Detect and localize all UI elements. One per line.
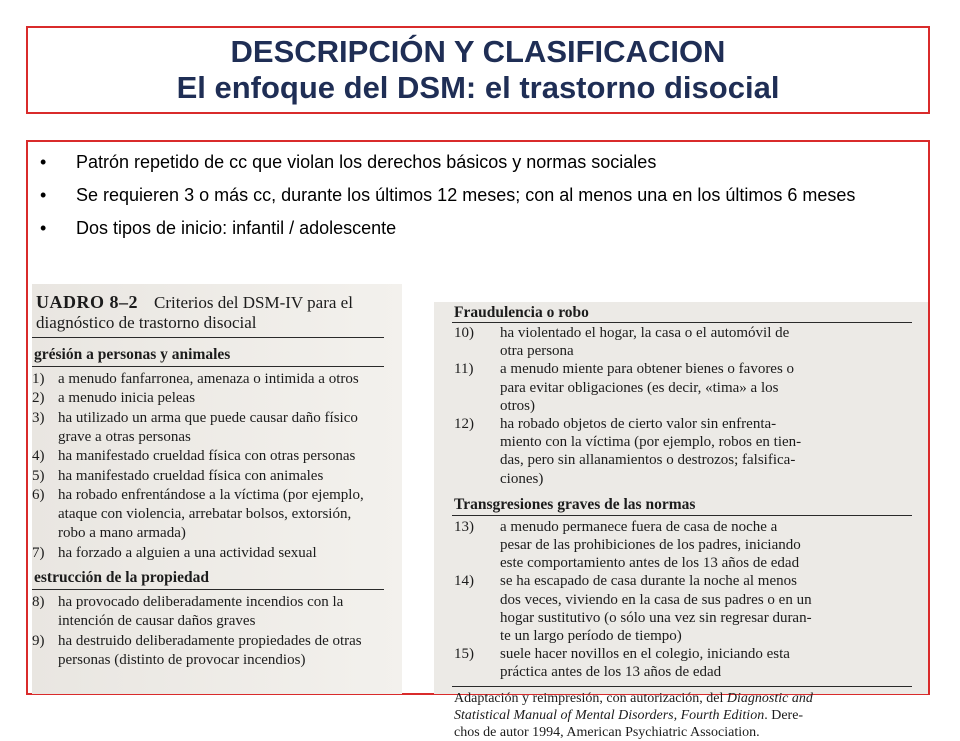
- criterion-text: práctica antes de los 13 años de edad: [500, 664, 722, 681]
- criterion-item: [454, 324, 934, 360]
- criterion-text: ciones): [500, 470, 544, 487]
- criterion-text: pesar de las prohibiciones de los padres, iniciando: [500, 536, 801, 553]
- criterion-text: ha forzado a alguien a una actividad sexual: [58, 544, 317, 561]
- criterion-number: 3): [32, 409, 45, 426]
- criterion-text: hogar sustitutivo (o sólo una vez sin regresar duran-: [500, 609, 812, 626]
- criterion-text: miento con la víctima (por ejemplo, robos en tien-: [500, 434, 802, 451]
- criterion-item: [454, 645, 934, 681]
- criterion-text: ha robado enfrentándose a la víctima (por ejemplo,: [58, 486, 364, 503]
- criterion-text: ha manifestado crueldad física con animales: [58, 467, 324, 484]
- criterion-text: suele hacer novillos en el colegio, iniciando esta: [500, 646, 790, 663]
- divider: [452, 515, 912, 516]
- criterion-number: 6): [32, 486, 45, 503]
- bullet-item: • Dos tipos de inicio: infantil / adolescente: [40, 218, 397, 238]
- title-box: [26, 26, 930, 114]
- source-note-text: Diagnostic and: [726, 690, 813, 706]
- criterion-text: se ha escapado de casa durante la noche al menos: [500, 573, 797, 590]
- title-line-2: El enfoque del DSM: el trastorno disocial: [176, 70, 780, 105]
- criterion-text: ha provocado deliberadamente incendios con la: [58, 594, 344, 610]
- divider: [452, 322, 912, 323]
- criterion-text: personas (distinto de provocar incendios): [58, 651, 306, 668]
- source-note-line: [454, 707, 803, 724]
- criterion-number: 11): [454, 361, 474, 378]
- criterion-text: ha utilizado un arma que puede causar daño físico: [58, 409, 358, 426]
- title-line-1: DESCRIPCIÓN Y CLASIFICACION: [230, 34, 726, 69]
- criterion-text: ha robado objetos de cierto valor sin enfrenta-: [500, 416, 777, 432]
- criterion-text: a menudo fanfarronea, amenaza o intimida a otros: [58, 371, 359, 387]
- divider: [32, 589, 384, 590]
- section-heading-property: estrucción de la propiedad: [34, 569, 209, 586]
- criterion-text: ha manifestado crueldad física con otras personas: [58, 448, 356, 465]
- scanned-criteria-left: [32, 284, 402, 694]
- criterion-text: intención de causar daños graves: [58, 613, 256, 630]
- section-heading-violations: Transgresiones graves de las normas: [454, 495, 696, 513]
- criterion-text: te un largo período de tiempo): [500, 627, 682, 644]
- criterion-number: 12): [454, 416, 474, 432]
- source-note-text: Statistical Manual of Mental Disorders, Fourth Edition: [454, 707, 765, 723]
- criterion-item: [454, 360, 934, 415]
- divider: [32, 337, 384, 338]
- criterion-text: ha violentado el hogar, la casa o el automóvil de: [500, 325, 790, 341]
- bullet-item: • Patrón repetido de cc que violan los derechos básicos y normas sociales: [40, 152, 657, 172]
- cuadro-title-2: diagnóstico de trastorno disocial: [36, 313, 257, 332]
- criterion-number: 14): [454, 573, 474, 590]
- criterion-text: robo a mano armada): [58, 525, 186, 542]
- criterion-item: [454, 415, 934, 488]
- criterion-number: 5): [32, 467, 45, 484]
- source-note-line: [454, 690, 813, 707]
- divider: [452, 686, 912, 687]
- criterion-text: ha destruido deliberadamente propiedades de otras: [58, 632, 362, 649]
- source-note-text: . Dere-: [764, 707, 804, 723]
- criterion-number: 15): [454, 646, 474, 663]
- criterion-text: otros): [500, 397, 535, 414]
- criterion-number: 2): [32, 390, 45, 407]
- section-heading-aggression: grésión a personas y animales: [34, 346, 231, 363]
- criterion-number: 7): [32, 544, 45, 561]
- source-note-line: [454, 724, 760, 741]
- criterion-text: a menudo inicia peleas: [58, 390, 196, 407]
- criterion-item: [454, 518, 934, 573]
- criterion-text: grave a otras personas: [58, 428, 191, 445]
- criterion-number: 10): [454, 325, 474, 341]
- criterion-number: 1): [32, 371, 45, 387]
- criterion-text: otra persona: [500, 343, 574, 360]
- criterion-text: para evitar obligaciones (es decir, «tima» a los: [500, 379, 779, 396]
- bullet-item: • Se requieren 3 o más cc, durante los últimos 12 meses; con al menos una en los últimos 6 meses: [40, 185, 856, 205]
- scanned-criteria-right: [434, 302, 928, 740]
- divider: [32, 366, 384, 367]
- cuadro-title-1: Criterios del DSM-IV para el: [154, 293, 353, 312]
- criterion-number: 9): [32, 632, 45, 649]
- criterion-item: [454, 572, 934, 645]
- criterion-number: 8): [32, 594, 45, 610]
- cuadro-label: UADRO 8–2: [36, 292, 138, 312]
- content-box: [26, 140, 930, 740]
- criterion-text: dos veces, viviendo en la casa de sus padres o en un: [500, 591, 812, 608]
- criterion-number: 13): [454, 518, 474, 535]
- criterion-text: ataque con violencia, arrebatar bolsos, extorsión,: [58, 506, 352, 523]
- criterion-text: das, pero sin allanamientos o destrozos; falsifica-: [500, 452, 796, 469]
- criterion-text: este comportamiento antes de los 13 años de edad: [500, 555, 800, 572]
- bullet-list: [34, 150, 914, 249]
- criterion-text: a menudo permanece fuera de casa de noche a: [500, 518, 778, 535]
- criterion-number: 4): [32, 448, 45, 465]
- source-note-text: chos de autor 1994, American Psychiatric Association.: [454, 724, 760, 740]
- section-heading-fraud: Fraudulencia o robo: [454, 304, 589, 321]
- source-note-text: Adaptación y reimpresión, con autorización, del: [454, 690, 727, 706]
- criterion-text: a menudo miente para obtener bienes o favores o: [500, 361, 795, 378]
